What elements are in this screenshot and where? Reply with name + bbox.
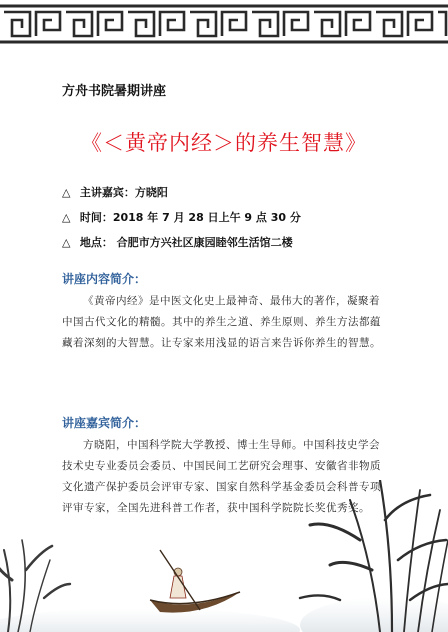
section-heading-speaker: 讲座嘉宾简介： [62, 416, 147, 430]
decorative-lattice-border [0, 0, 448, 48]
info-time [62, 209, 301, 225]
info-location [62, 234, 293, 250]
info-time-text: 时间：2018 年 7 月 28 日上午 9 点 30 分 [79, 211, 301, 224]
organizer-title: 方舟书院暑期讲座 [62, 84, 167, 99]
info-speaker [62, 184, 168, 200]
lecture-title: 《＜黄帝内经＞的养生智慧》 [81, 131, 367, 155]
info-speaker-text: 主讲嘉宾：方晓阳 [79, 186, 168, 199]
section-heading-content: 讲座内容简介： [62, 272, 147, 286]
triangle-icon: △ [62, 186, 71, 199]
info-location-text: 地点： 合肥市方兴社区康园睦邻生活馆二楼 [79, 236, 293, 249]
ink-reeds-boat-illustration [0, 480, 448, 632]
section-body-content: 《黄帝内经》是中医文化史上最神奇、最伟大的著作，凝聚着中国古代文化的精髓。其中的养生之道、养生原则、养生方法都蕴藏着深刻的大智慧。让专家来用浅显的语言来告诉你养生的智慧。 [62, 295, 381, 349]
section-body-speaker: 方晓阳，中国科学院大学教授、博士生导师。中国科技史学会技术史专业委员会委员、中国民间工艺研究会理事、安徽省非物质文化遗产保护委员会评审专家、国家自然科学基金委员会科普专项评审专家，全国先进科普工作者，获中国科学院院长奖优秀奖。 [62, 439, 381, 514]
triangle-icon: △ [62, 211, 71, 224]
triangle-icon: △ [62, 236, 71, 249]
